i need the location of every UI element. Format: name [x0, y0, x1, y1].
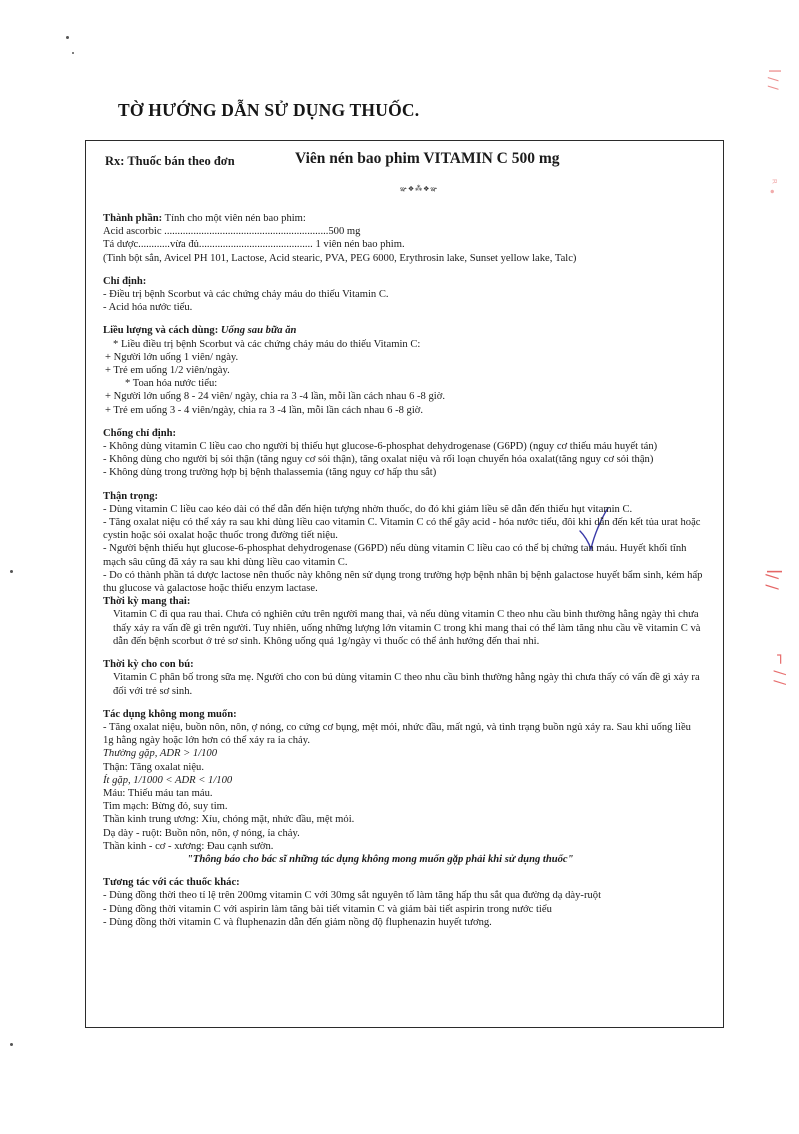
composition-line: Tá dược............vừa đủ........................................... 1 viên nén bao phim.: [103, 239, 405, 251]
indications-heading: Chỉ định:: [103, 275, 147, 287]
breastfeeding-text: Vitamin C phân bố trong sữa mẹ. Người cho con bú dùng vitamin C theo nhu cầu bình thường hằng ngày thì chưa thấy có vấn đề gì xảy ra đối với trẻ sơ sinh.: [113, 672, 700, 697]
breastfeeding-section: [103, 658, 703, 698]
precautions-section: [103, 490, 703, 596]
list-item: - Điều trị bệnh Scorbut và các chứng chảy máu do thiếu Vitamin C.: [103, 289, 389, 301]
side-effects-heading: Tác dụng không mong muốn:: [103, 708, 237, 720]
rx-header: [105, 150, 705, 172]
list-item: - Dùng vitamin C liều cao kéo dài có thể dẫn đến hiện tượng nhờn thuốc, do đó khi giảm liều sẽ dẫn đến thiếu hụt vitamin C.: [103, 503, 633, 515]
list-item: + Người lớn uống 8 - 24 viên/ ngày, chia ra 3 -4 lần, mỗi lần cách nhau 6 -8 giờ.: [105, 391, 445, 403]
indications-section: [103, 275, 703, 315]
page-title: TỜ HƯỚNG DẪN SỬ DỤNG THUỐC.: [118, 100, 420, 120]
breastfeeding-heading: Thời kỳ cho con bú:: [103, 659, 194, 671]
list-item: - Tăng oxalat niệu có thể xảy ra sau khi dùng liều cao vitamin C. Vitamin C có thể gây acid - hóa nước tiểu, đôi khi dẫn đến kết tủa urat hoặc cystin hoặc sỏi oxalat hoặc thuốc trong đường tiết niệu.: [103, 517, 701, 542]
list-item: + Trẻ em uống 1/2 viên/ngày.: [105, 365, 230, 377]
margin-handwriting: ꟾ ∕ ∕: [764, 69, 780, 90]
list-item: + Trẻ em uống 3 - 4 viên/ngày, chia ra 3 -4 lần, mỗi lần cách nhau 6 -8 giờ.: [105, 404, 424, 416]
pregnancy-text: Vitamin C đi qua rau thai. Chưa có nghiên cứu trên người mang thai, và nếu dùng vitamin C theo nhu cầu bình thường hằng ngày thì chưa thấy xảy ra vấn đề gì trên người. Tuy nhiên, uống những lượng lớn vitamin C trong khi mang thai có thể làm tăng nhu cầu về vitamin C và dẫn đến bệnh scorbut ở trẻ sơ sinh. Không uống quá 1g/ngày vì thuốc có thể ảnh hưởng đến thai nhi.: [113, 609, 701, 647]
margin-handwriting: ᴿ ∙: [765, 178, 780, 196]
list-item: Thần kinh trung ương: Xỉu, chóng mặt, nhức đầu, mệt mỏi.: [103, 814, 355, 826]
scan-speck: [66, 36, 69, 39]
margin-handwriting: ⌐ ∕ ∕: [771, 652, 790, 686]
document-body: [103, 212, 703, 929]
contraindications-section: [103, 427, 703, 480]
ornament-divider: ఞ❖⁂❖ఞ: [400, 185, 439, 193]
rx-label: Rx: Thuốc bán theo đơn: [105, 154, 235, 168]
list-item: * Toan hóa nước tiểu:: [125, 378, 218, 390]
dosage-heading: Liều lượng và cách dùng:: [103, 325, 219, 337]
side-effects-intro: - Tăng oxalat niệu, buồn nôn, nôn, ợ nóng, co cứng cơ bụng, mệt mỏi, nhức đầu, mất ngủ, và tình trạng buồn ngủ xảy ra. Sau khi uống liều 1g hằng ngày hoặc lớn hơn có thể xảy ra ỉa chảy.: [103, 721, 691, 747]
precautions-heading: Thận trọng:: [103, 490, 159, 502]
scan-speck: [10, 1043, 13, 1046]
list-item: - Dùng đồng thời vitamin C và fluphenazin dẫn đến giảm nồng độ fluphenazin huyết tương.: [103, 916, 492, 928]
composition-heading: Thành phần:: [103, 213, 163, 224]
list-item: Dạ dày - ruột: Buồn nôn, nôn, ợ nóng, ỉa chảy.: [103, 827, 300, 839]
list-item: - Không dùng trong trường hợp bị bệnh thalassemia (tăng nguy cơ hấp thu sắt): [103, 467, 437, 479]
dosage-emphasis: Uống sau bữa ăn: [218, 325, 297, 337]
list-item: - Không dùng vitamin C liều cao cho người bị thiếu hụt glucose-6-phosphat dehydrogenase (G6PD) (nguy cơ thiếu máu huyết tán): [103, 441, 658, 453]
list-item: - Dùng đồng thời vitamin C với aspirin làm tăng bài tiết vitamin C và giảm bài tiết aspirin trong nước tiểu: [103, 903, 552, 915]
scan-speck: [72, 52, 74, 54]
list-item: + Người lớn uống 1 viên/ ngày.: [105, 351, 239, 363]
interactions-section: [103, 876, 703, 929]
composition-intro: Tính cho một viên nén bao phim:: [162, 213, 306, 224]
list-item: - Do có thành phần tá dược lactose nên thuốc này không nên sử dụng trong trường hợp bệnh nhân bị bệnh galactose huyết bẩm sinh, kém hấp thu glucose và galactose hoặc thiếu enzym lactase.: [103, 569, 703, 595]
scan-speck: [10, 570, 13, 573]
composition-section: [103, 212, 703, 265]
composition-line: Acid ascorbic ..............................................................500 mg: [103, 226, 361, 238]
uncommon-label: Ít gặp, 1/1000 < ADR < 1/100: [103, 774, 233, 786]
dosage-section: [103, 324, 703, 416]
side-effects-section: [103, 708, 703, 866]
list-item: - Không dùng cho người bị sỏi thận (tăng nguy cơ sỏi thận), tăng oxalat niệu và rối loạn chuyển hóa oxalat(tăng nguy cơ sỏi thận): [103, 454, 654, 466]
product-title: Viên nén bao phim VITAMIN C 500 mg: [295, 150, 560, 167]
common-label: Thường gặp, ADR > 1/100: [103, 748, 218, 760]
contraindications-heading: Chống chỉ định:: [103, 427, 177, 439]
list-item: Tim mạch: Bừng đỏ, suy tim.: [103, 801, 228, 813]
interactions-heading: Tương tác với các thuốc khác:: [103, 877, 240, 889]
side-effects-notice: "Thông báo cho bác sĩ những tác dụng không mong muốn gặp phải khi sử dụng thuốc": [187, 853, 574, 865]
list-item: Thần kinh - cơ - xương: Đau cạnh sườn.: [103, 840, 274, 852]
margin-handwriting: ꟾ∕ ∕: [762, 569, 782, 590]
list-item: - Acid hóa nước tiểu.: [103, 302, 193, 314]
list-item: * Liều điều trị bệnh Scorbut và các chứng chảy máu do thiếu Vitamin C:: [113, 338, 421, 350]
list-item: Máu: Thiếu máu tan máu.: [103, 787, 213, 799]
composition-excipients: (Tinh bột sắn, Avicel PH 101, Lactose, Acid stearic, PVA, PEG 6000, Erythrosin lake, Sunset yellow lake, Talc): [103, 252, 577, 264]
pregnancy-heading: Thời kỳ mang thai:: [103, 596, 191, 608]
list-item: - Người bệnh thiếu hụt glucose-6-phosphat dehydrogenase (G6PD) nếu dùng vitamin C liều cao có thể bị chứng tan máu. Huyết khối tĩnh mạch sâu cũng đã xảy ra sau khi dùng liều cao vitamin C.: [103, 543, 687, 568]
list-item: - Dùng đồng thời theo tỉ lệ trên 200mg vitamin C với 30mg sắt nguyên tố làm tăng hấp thu sắt qua đường dạ dày-ruột: [103, 890, 602, 902]
pregnancy-section: [103, 595, 703, 648]
list-item: Thận: Tăng oxalat niệu.: [103, 761, 205, 773]
